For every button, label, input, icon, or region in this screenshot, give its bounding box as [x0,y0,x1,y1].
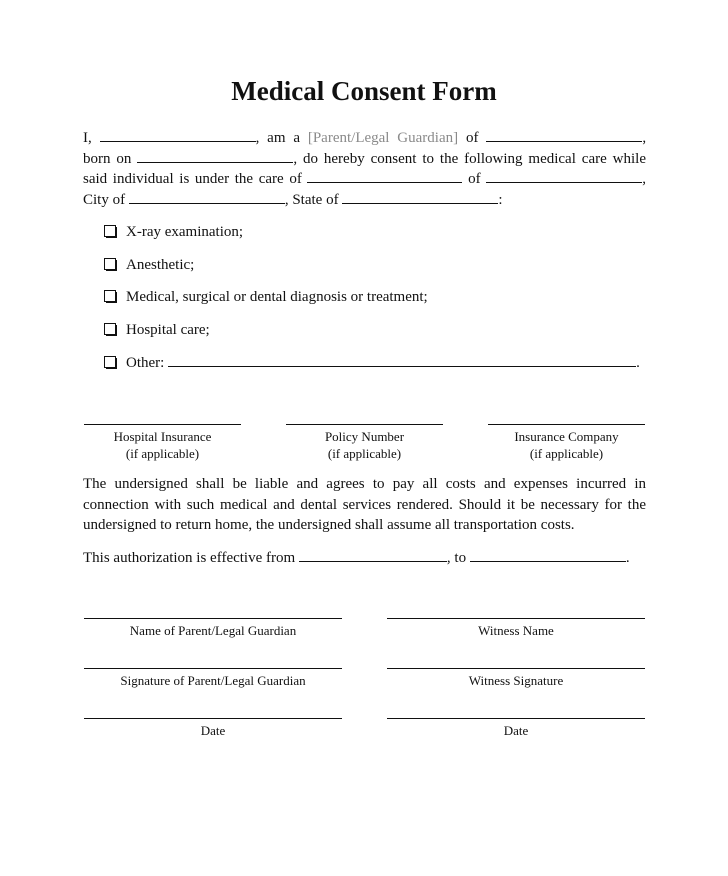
witness-signature-field[interactable]: Witness Signature [387,668,645,689]
caregiver-location-field[interactable] [486,168,642,183]
consenter-name-field[interactable] [100,127,256,142]
insurance-company-field[interactable]: Insurance Company (if applicable) [488,424,645,462]
checkbox-icon[interactable] [104,225,116,237]
care-option-diagnosis-treatment[interactable] [104,287,640,320]
liability-paragraph: The undersigned shall be liable and agrees to pay all costs and expenses incurred in connection with such medical and dental services rendered. Should it be necessary for the undersigned to return home, the undersigned shall assume all transportation costs. [83,476,646,533]
intro-paragraph [83,127,646,209]
care-option-label: Hospital care; [126,321,210,338]
care-option-label: Anesthetic; [126,256,195,273]
guardian-signature-field[interactable]: Signature of Parent/Legal Guardian [84,668,342,689]
care-option-other[interactable]: Other: . [104,352,640,385]
city-field[interactable] [129,189,285,204]
intro-line-2: born on , do hereby consent to the following medical care while [83,148,646,169]
care-option-label: Other: [126,355,165,371]
care-option-anesthetic[interactable] [104,255,640,288]
guardian-name-field[interactable]: Name of Parent/Legal Guardian [84,618,342,639]
care-option-label: Medical, surgical or dental diagnosis or treatment; [126,289,428,305]
other-care-field[interactable] [168,352,636,367]
intro-line-1: I, , am a [Parent/Legal Guardian] of , [83,127,646,148]
authorization-statement: This authorization is effective from , to . [83,547,646,568]
care-option-xray[interactable] [104,222,640,255]
care-option-hospital-care[interactable] [104,320,640,353]
intro-line-4: City of , State of : [83,189,646,210]
effective-to-field[interactable] [470,547,626,562]
form-title: Medical Consent Form [231,76,497,106]
witness-date-field[interactable]: Date [387,718,645,739]
witness-name-field[interactable]: Witness Name [387,618,645,639]
care-options-list [104,222,640,385]
policy-number-field[interactable]: Policy Number (if applicable) [286,424,443,462]
checkbox-icon[interactable] [104,323,116,335]
caregiver-name-field[interactable] [307,168,462,183]
checkbox-icon[interactable] [104,258,116,270]
guardian-placeholder: [Parent/Legal Guardian] [307,130,459,146]
care-option-label: X-ray examination; [126,224,244,240]
state-field[interactable] [342,189,498,204]
hospital-insurance-field[interactable]: Hospital Insurance (if applicable) [84,424,241,462]
intro-line-3: said individual is under the care of of , [83,168,646,189]
birth-date-field[interactable] [137,148,293,163]
guardian-date-field[interactable]: Date [84,718,342,739]
checkbox-icon[interactable] [104,290,116,302]
effective-from-field[interactable] [299,547,447,562]
patient-name-field[interactable] [486,127,642,142]
checkbox-icon[interactable] [104,356,116,368]
